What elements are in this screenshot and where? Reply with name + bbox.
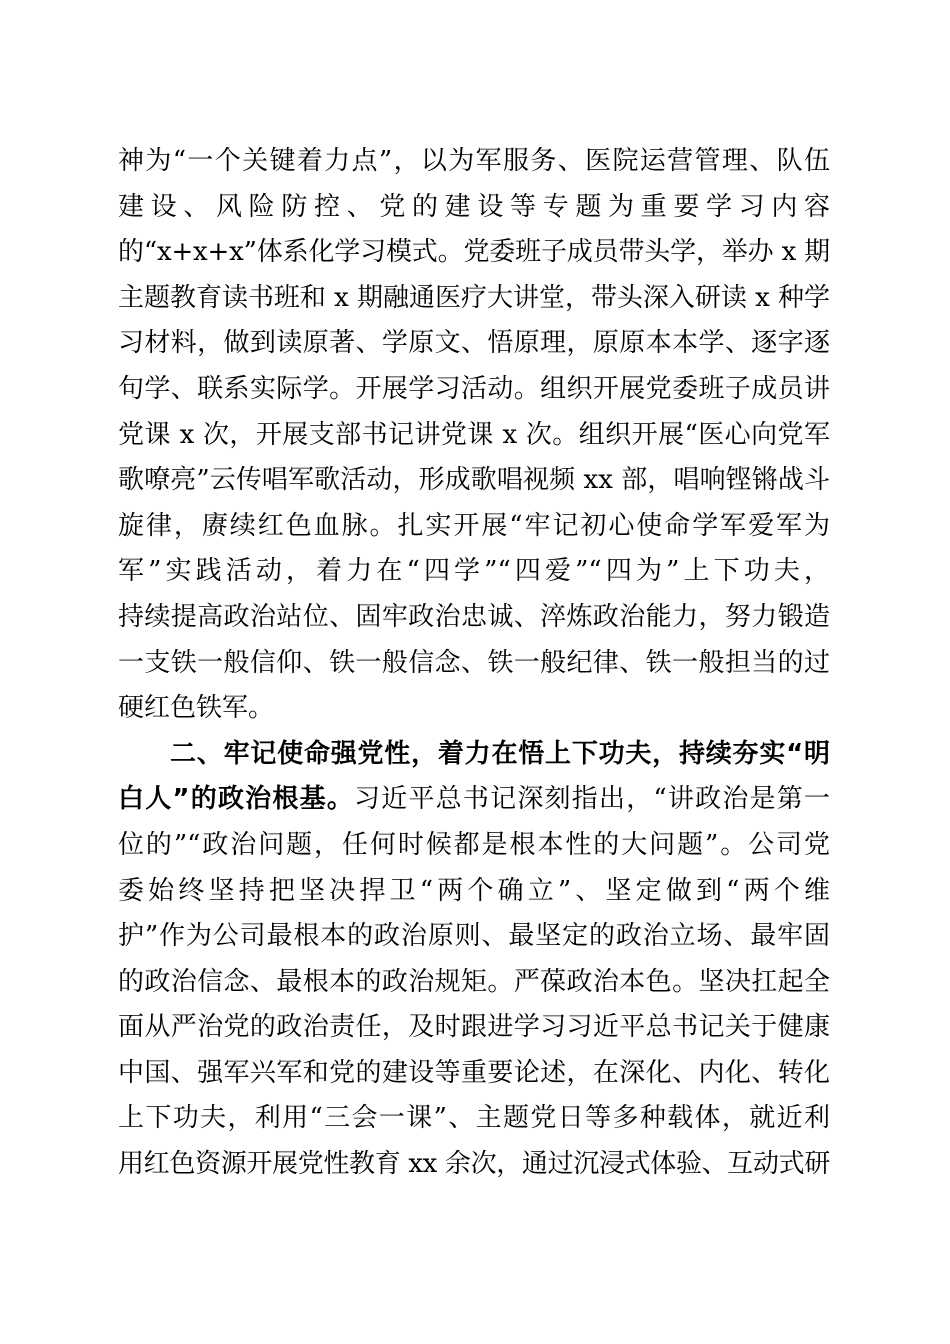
- text-line: 建设、风险防控、党的建设等专题为重要学习内容: [118, 191, 830, 222]
- text-line: 位的”“政治问题，任何时候都是根本性的大问题”。公司党: [118, 829, 830, 860]
- text-line: 委始终坚持把坚决捍卫“两个确立”、坚定做到“两个维: [118, 875, 830, 906]
- text-line: 党课 x 次，开展支部书记讲党课 x 次。组织开展“医心向党军: [118, 419, 830, 450]
- text-line: 习材料，做到读原著、学原文、悟原理，原原本本学、逐字逐: [118, 328, 830, 359]
- text-line: 旋律，赓续红色血脉。扎实开展“牢记初心使命学军爱军为: [118, 510, 830, 541]
- text-line: 护”作为公司最根本的政治原则、最坚定的政治立场、最牢固: [118, 921, 830, 952]
- text-line: 的政治信念、最根本的政治规矩。严葆政治本色。坚决扛起全: [118, 966, 830, 997]
- text-line: 面从严治党的政治责任，及时跟进学习习近平总书记关于健康: [118, 1012, 830, 1043]
- text-line: 中国、强军兴军和党的建设等重要论述，在深化、内化、转化: [118, 1057, 830, 1088]
- text-line: 持续提高政治站位、固牢政治忠诚、淬炼政治能力，努力锻造: [118, 601, 830, 632]
- text-line: 用红色资源开展党性教育 xx 余次，通过沉浸式体验、互动式研: [118, 1149, 830, 1180]
- section-heading-continued: 白人”的政治根基。: [118, 784, 355, 815]
- paragraph-2: [118, 732, 830, 1188]
- text-line: 句学、联系实际学。开展学习活动。组织开展党委班子成员讲: [118, 373, 830, 404]
- text-line: 主题教育读书班和 x 期融通医疗大讲堂，带头深入研读 x 种学: [118, 282, 830, 313]
- text-line: 一支铁一般信仰、铁一般信念、铁一般纪律、铁一般担当的过: [118, 647, 830, 678]
- text-line: 硬红色铁军。: [118, 693, 275, 724]
- text-line: 神为“一个关键着力点”，以为军服务、医院运营管理、队伍: [118, 146, 830, 176]
- section-heading: 二、牢记使命强党性，着力在悟上下功夫，持续夯实“明: [170, 738, 830, 769]
- text-line: [118, 777, 830, 823]
- text-line: 的“x+x+x”体系化学习模式。党委班子成员带头学，举办 x 期: [118, 237, 830, 268]
- text-line: 上下功夫，利用“三会一课”、主题党日等多种载体，就近利: [118, 1103, 830, 1134]
- text-line: 歌嘹亮”云传唱军歌活动，形成歌唱视频 xx 部，唱响铿锵战斗: [118, 465, 830, 496]
- paragraph-1: [118, 139, 830, 732]
- text-span: 习近平总书记深刻指出，“讲政治是第一: [354, 784, 830, 815]
- document-page: [118, 139, 830, 1188]
- text-line: 军”实践活动，着力在“四学”“四爱”“四为”上下功夫，: [118, 556, 830, 587]
